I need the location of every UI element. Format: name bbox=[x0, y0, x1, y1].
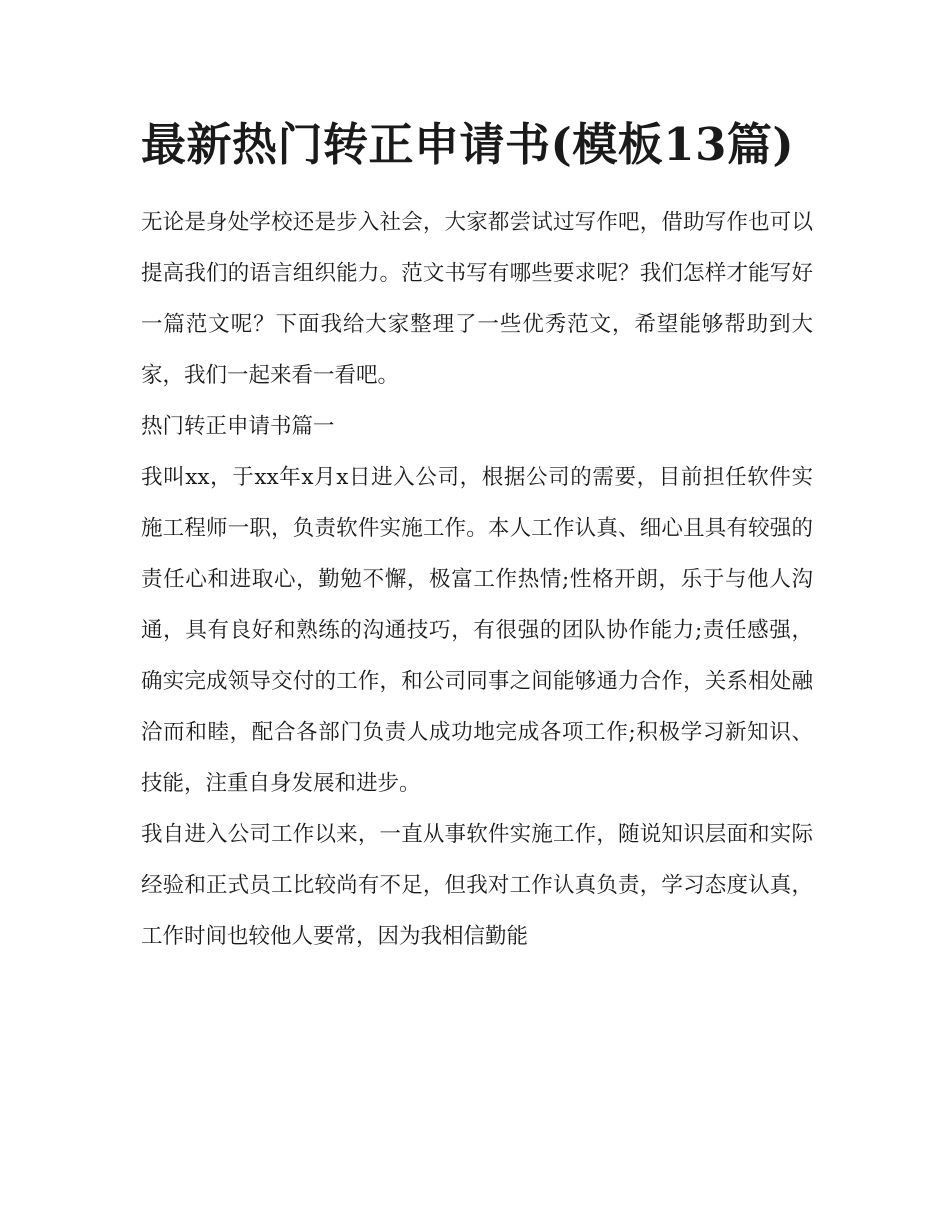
document-body bbox=[141, 113, 813, 962]
section-heading: 热门转正申请书篇一 bbox=[141, 414, 335, 439]
document-title: 最新热门转正申请书(模板13篇) bbox=[141, 118, 795, 171]
body-paragraph-2: 我自进入公司工作以来，一直从事软件实施工作，随说知识层面和实际经验和正式员工比较尚有不足，但我对工作认真负责，学习态度认真，工作时间也较他人要常，因为我相信勤能 bbox=[141, 822, 813, 949]
body-paragraph-1: 我叫xx，于xx年x月x日进入公司，根据公司的需要，目前担任软件实施工程师一职，负责软件实施工作。本人工作认真、细心且具有较强的责任心和进取心，勤勉不懈，极富工作热情;性格开朗，乐于与他人沟通，具有良好和熟练的沟通技巧，有很强的团队协作能力;责任感强，确实完成领导交付的工作，和公司同事之间能够通力合作，关系相处融洽而和睦，配合各部门负责人成功地完成各项工作;积极学习新知识、技能，注重自身发展和进步。 bbox=[141, 465, 813, 796]
intro-paragraph: 无论是身处学校还是步入社会，大家都尝试过写作吧，借助写作也可以提高我们的语言组织能力。范文书写有哪些要求呢？我们怎样才能写好一篇范文呢？下面我给大家整理了一些优秀范文，希望能够帮助到大家，我们一起来看一看吧。 bbox=[141, 210, 813, 388]
